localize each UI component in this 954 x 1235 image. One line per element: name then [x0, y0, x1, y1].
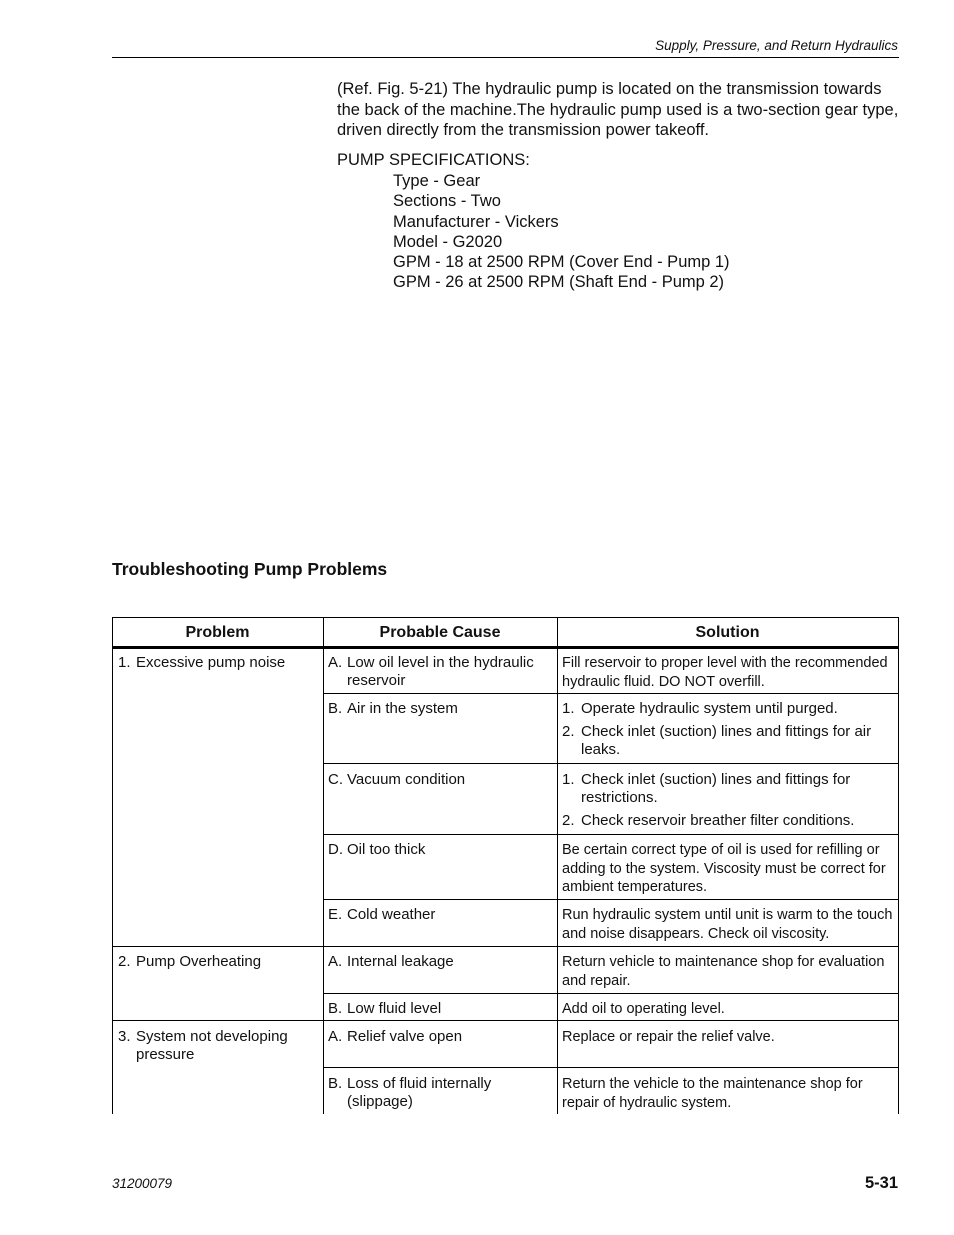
solution-cell [562, 700, 896, 764]
cause-text: Low fluid level [347, 1000, 442, 1017]
header-bottom-rule [112, 646, 899, 649]
cause-letter: C. [328, 771, 343, 788]
problem-text: System not developing pressure [136, 1028, 288, 1063]
column-divider [557, 617, 558, 1114]
document-number: 31200079 [112, 1176, 173, 1191]
cause-cell [328, 953, 553, 971]
solution-step [562, 723, 896, 759]
cause-letter: B. [328, 1000, 343, 1017]
cause-cell [328, 906, 553, 924]
table-left-border [112, 617, 113, 1114]
spec-item: GPM - 26 at 2500 RPM (Shaft End - Pump 2) [393, 273, 725, 292]
step-number: 1. [562, 700, 575, 717]
group-rule [112, 1020, 899, 1021]
solution-cell: Be certain correct type of oil is used for refilling or adding to the system. Viscosity must be correct for ambient temperatures. [562, 842, 886, 895]
cause-letter: A. [328, 654, 343, 671]
solution-cell: Return the vehicle to the maintenance shop for repair of hydraulic system. [562, 1076, 863, 1111]
troubleshooting-table [112, 617, 899, 1114]
spec-item: Manufacturer - Vickers [393, 212, 559, 231]
group-rule [112, 946, 899, 947]
step-text: Operate hydraulic system until purged. [581, 700, 838, 717]
cause-text: Loss of fluid internally (slippage) [347, 1075, 492, 1110]
header-rule [112, 57, 899, 58]
solution-cell: Replace or repair the relief valve. [562, 1029, 775, 1045]
cause-text: Cold weather [347, 906, 436, 923]
problem-text: Pump Overheating [136, 953, 262, 970]
spec-item: Sections - Two [393, 192, 501, 211]
cause-cell [328, 700, 553, 718]
problem-cell [118, 654, 318, 672]
cause-text: Relief valve open [347, 1028, 463, 1045]
spec-item: Type - Gear [393, 172, 481, 190]
problem-number: 1. [118, 654, 131, 671]
cause-text: Air in the system [347, 700, 458, 717]
cause-letter: D. [328, 841, 343, 858]
problem-number: 2. [118, 953, 131, 970]
cause-letter: B. [328, 700, 343, 717]
problem-cell [118, 1028, 318, 1064]
header-solution: Solution [695, 624, 760, 641]
cause-cell [328, 771, 553, 789]
spec-heading: PUMP SPECIFICATIONS: [337, 151, 530, 169]
cause-text: Vacuum condition [347, 771, 466, 788]
cause-text: Internal leakage [347, 953, 454, 970]
spec-item: GPM - 18 at 2500 RPM (Cover End - Pump 1) [393, 253, 730, 272]
step-number: 2. [562, 723, 575, 740]
cause-text: Low oil level in the hydraulic reservoir [347, 654, 534, 689]
cause-cell [328, 1028, 553, 1046]
cause-letter: B. [328, 1075, 343, 1092]
step-text: Check inlet (suction) lines and fittings for air leaks. [581, 723, 872, 758]
cause-cell [328, 1075, 553, 1111]
problem-text: Excessive pump noise [136, 654, 286, 671]
row-rule [323, 1067, 899, 1068]
step-number: 1. [562, 771, 575, 788]
cause-letter: A. [328, 953, 343, 970]
table-right-border [898, 617, 899, 1114]
table-top-border [112, 617, 899, 618]
solution-cell: Add oil to operating level. [562, 1001, 725, 1017]
cause-cell [328, 1000, 553, 1018]
cause-letter: E. [328, 906, 343, 923]
solution-step [562, 771, 896, 807]
problem-number: 3. [118, 1028, 131, 1045]
cause-cell [328, 841, 553, 859]
row-rule [323, 693, 899, 694]
column-divider [323, 617, 324, 1114]
solution-cell: Run hydraulic system until unit is warm to the touch and noise disappears. Check oil viscosity. [562, 907, 893, 942]
spec-list [393, 171, 730, 293]
page-number: 5-31 [864, 1174, 898, 1192]
cause-text: Oil too thick [347, 841, 426, 858]
step-text: Check reservoir breather filter conditions. [581, 812, 855, 829]
row-rule [323, 899, 899, 900]
solution-step [562, 812, 896, 830]
solution-cell: Return vehicle to maintenance shop for evaluation and repair. [562, 954, 885, 989]
row-rule [323, 993, 899, 994]
step-text: Check inlet (suction) lines and fittings for restrictions. [581, 771, 851, 806]
step-number: 2. [562, 812, 575, 829]
spec-item: Model - G2020 [393, 232, 503, 251]
section-title: Troubleshooting Pump Problems [112, 559, 388, 579]
running-header: Supply, Pressure, and Return Hydraulics [655, 38, 898, 53]
problem-cell [118, 953, 318, 971]
header-probable-cause: Probable Cause [379, 624, 501, 641]
cause-cell [328, 654, 553, 690]
intro-paragraph: (Ref. Fig. 5-21) The hydraulic pump is located on the transmission towards the back of the machine.The hydraulic pump used is a two-section gear type, driven directly from the transmission power takeoff. [337, 80, 899, 139]
solution-step [562, 700, 896, 718]
header-problem: Problem [185, 624, 250, 641]
solution-cell [562, 771, 896, 835]
cause-letter: A. [328, 1028, 343, 1045]
solution-cell: Fill reservoir to proper level with the recommended hydraulic fluid. DO NOT overfill. [562, 655, 888, 690]
